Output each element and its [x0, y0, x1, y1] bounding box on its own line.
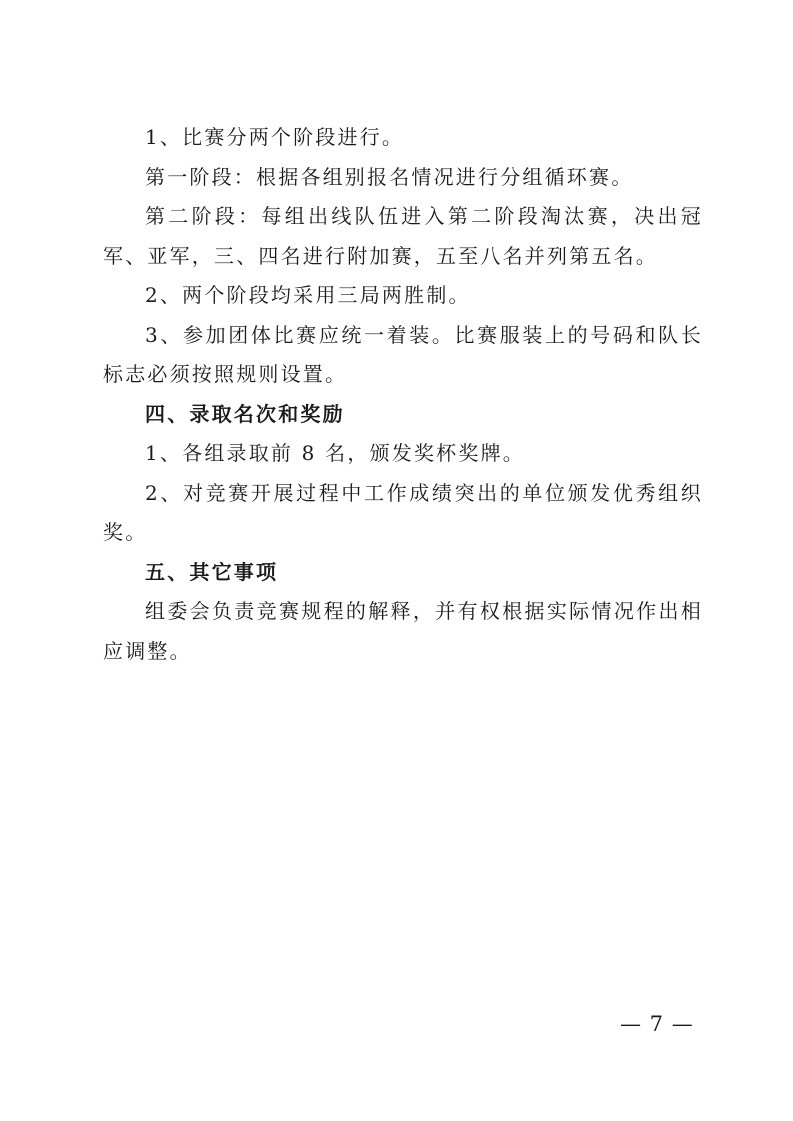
paragraph-interpretation: 组委会负责竞赛规程的解释，并有权根据实际情况作出相应调整。 [103, 599, 703, 663]
section-heading-other-matters: 五、其它事项 [145, 559, 279, 584]
page-number: — 7 — [620, 1012, 694, 1036]
paragraph-stage-two: 第二阶段：每组出线队伍进入第二阶段淘汰赛，决出冠军、亚军，三、四名进行附加赛，五至八名并列第五名。 [103, 204, 703, 268]
paragraph-uniform-rules: 3、参加团体比赛应统一着装。比赛服装上的号码和队长标志必须按照规则设置。 [103, 322, 703, 386]
paragraph-award-rankings: 1、各组录取前 8 名，颁发奖杯奖牌。 [145, 441, 525, 465]
document-body [103, 118, 703, 671]
paragraph-stage-overview: 1、比赛分两个阶段进行。 [145, 125, 405, 149]
paragraph-match-format: 2、两个阶段均采用三局两胜制。 [145, 283, 471, 307]
paragraph-stage-one: 第一阶段：根据各组别报名情况进行分组循环赛。 [145, 164, 634, 189]
paragraph-organization-award: 2、对竞赛开展过程中工作成绩突出的单位颁发优秀组织奖。 [103, 480, 703, 544]
section-heading-awards: 四、录取名次和奖励 [145, 401, 345, 426]
